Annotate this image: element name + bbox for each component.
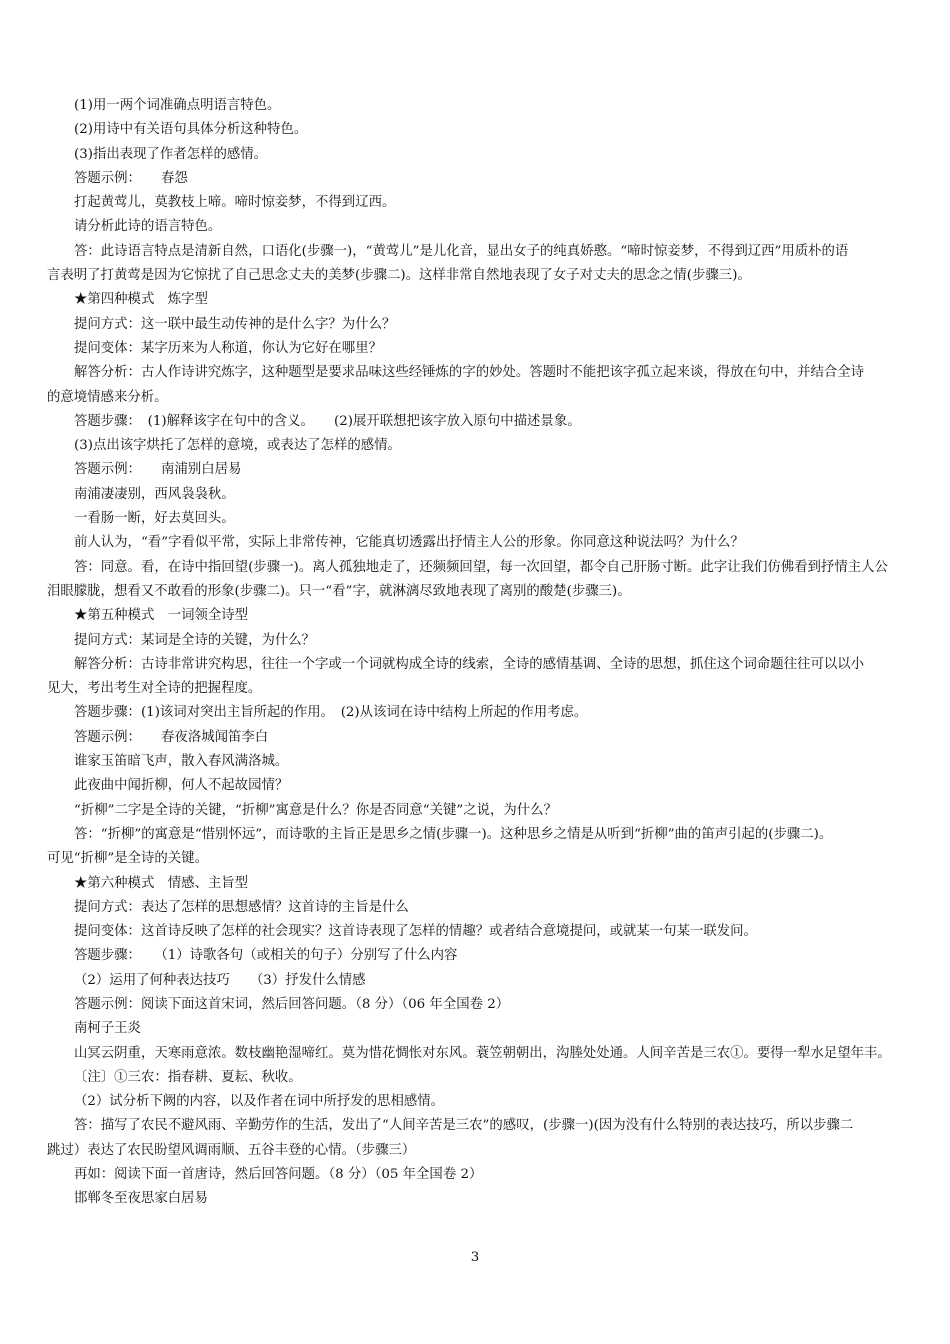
text-line: (1)用一两个词准确点明语言特色。 xyxy=(74,98,281,113)
page-body xyxy=(47,94,909,1212)
text-line: 山冥云阴重，天寒雨意浓。数枝幽艳湿啼红。莫为惜花惆怅对东风。蓑笠朝朝出，沟塍处处通。人间辛苦是三农①。要得一犁水足望年丰。 xyxy=(74,1045,891,1061)
text-line: 答题示例：阅读下面这首宋词，然后回答问题。（8 分）（06 年全国卷 2） xyxy=(74,996,510,1012)
text-line: 提问方式：表达了怎样的思想感情？这首诗的主旨是什么 xyxy=(74,899,409,915)
text-line: 的意境情感来分析。 xyxy=(47,389,168,405)
text-line: 再如：阅读下面一首唐诗，然后回答问题。（8 分）（05 年全国卷 2） xyxy=(74,1167,483,1183)
text-line: 答题示例： 春夜洛城闻笛李白 xyxy=(74,729,269,745)
text-line: 答：描写了农民不避风雨、辛勤劳作的生活，发出了“人间辛苦是三农”的感叹，(步骤一)(因为没有什么特别的表达技巧，所以步骤二 xyxy=(74,1118,854,1134)
text-line: 答：同意。看，在诗中指回望(步骤一)。离人孤独地走了，还频频回望，每一次回望，都令自己肝肠寸断。此字让我们仿佛看到抒情主人公 xyxy=(74,559,888,575)
text-line: 答题步骤： (1)解释该字在句中的含义。 (2)展开联想把该字放入原句中描述景象。 xyxy=(74,413,581,429)
text-line: 提问变体：某字历来为人称道，你认为它好在哪里？ xyxy=(74,340,382,356)
text-line: 言表明了打黄莺是因为它惊扰了自己思念丈夫的美梦(步骤二)。这样非常自然地表现了女子对丈夫的思念之情(步骤三)。 xyxy=(47,268,751,284)
text-line: 南浦凄凄别，西风袅袅秋。 xyxy=(74,486,235,502)
text-line: 答题步骤： （1）诗歌各句（或相关的句子）分别写了什么内容 xyxy=(74,948,458,964)
text-line: 见大，考出考生对全诗的把握程度。 xyxy=(47,681,262,697)
text-line: 解答分析：古人作诗讲究炼字，这种题型是要求品味这些经锤炼的字的妙处。答题时不能把该字孤立起来谈，得放在句中，并结合全诗 xyxy=(74,365,865,381)
text-line: 请分析此诗的语言特色。 xyxy=(74,219,222,235)
text-line: ★第五种模式 一词领全诗型 xyxy=(74,608,249,624)
text-line: (3)指出表现了作者怎样的感情。 xyxy=(74,146,268,162)
text-line: 南柯子王炎 xyxy=(74,1021,141,1037)
text-line: 可见“折柳”是全诗的关键。 xyxy=(47,851,208,867)
text-line: 解答分析：古诗非常讲究构思，往往一个字或一个词就构成全诗的线索，全诗的感情基调、全诗的思想，抓住这个词命题往往可以以小 xyxy=(74,656,865,672)
text-line: 〔注〕①三农：指春耕、夏耘、秋收。 xyxy=(74,1069,302,1085)
text-line: ★第六种模式 情感、主旨型 xyxy=(74,875,249,891)
text-line: 答题示例： 南浦别白居易 xyxy=(74,462,242,478)
text-line: 答：“折柳”的寓意是“惜别怀远”，而诗歌的主旨正是思乡之情(步骤一)。这种思乡之情是从听到“折柳”曲的笛声引起的(步骤二)。 xyxy=(74,826,833,842)
text-line: （2）试分析下阙的内容，以及作者在词中所抒发的思相感情。 xyxy=(74,1094,445,1110)
text-line: 提问变体：这首诗反映了怎样的社会现实？这首诗表现了怎样的情趣？或者结合意境提问，或就某一句某一联发问。 xyxy=(74,924,757,940)
text-line: 答题示例： 春怨 xyxy=(74,170,188,186)
text-line: （2）运用了何种表达技巧 （3）抒发什么情感 xyxy=(74,972,366,988)
text-line: 前人认为，“看”字看似平常，实际上非常传神，它能真切透露出抒情主人公的形象。你同意这种说法吗？为什么？ xyxy=(74,535,744,551)
text-line: “折柳”二字是全诗的关键，“折柳”寓意是什么？你是否同意“关键”之说，为什么？ xyxy=(74,802,557,818)
text-line: (3)点出该字烘托了怎样的意境，或表达了怎样的感情。 xyxy=(74,438,401,454)
text-line: (2)用诗中有关语句具体分析这种特色。 xyxy=(74,122,308,138)
text-line: 答：此诗语言特点是清新自然，口语化(步骤一)，“黄莺儿”是儿化音，显出女子的纯真娇憨。“啼时惊妾梦，不得到辽西”用质朴的语 xyxy=(74,243,849,259)
text-line: 一看肠一断，好去莫回头。 xyxy=(74,511,235,527)
text-line: 提问方式：这一联中最生动传神的是什么字？为什么？ xyxy=(74,316,396,332)
text-line: 答题步骤：(1)该词对突出主旨所起的作用。 (2)从该词在诗中结构上所起的作用考虑。 xyxy=(74,705,588,721)
text-line: 此夜曲中闻折柳，何人不起故园情？ xyxy=(74,778,289,794)
text-line: ★第四种模式 炼字型 xyxy=(74,292,208,308)
text-line: 打起黄莺儿，莫教枝上啼。啼时惊妾梦，不得到辽西。 xyxy=(74,195,396,211)
text-line: 跳过）表达了农民盼望风调雨顺、五谷丰登的心情。（步骤三） xyxy=(47,1142,416,1158)
page-number: 3 xyxy=(470,1250,480,1265)
text-line: 谁家玉笛暗飞声，散入春风满洛城。 xyxy=(74,754,289,770)
text-line: 邯郸冬至夜思家白居易 xyxy=(74,1191,208,1207)
text-line: 泪眼朦胧，想看又不敢看的形象(步骤二)。只一“看”字，就淋漓尽致地表现了离别的酸楚(步骤三)。 xyxy=(47,583,631,599)
text-line: 提问方式：某词是全诗的关键，为什么？ xyxy=(74,632,316,648)
